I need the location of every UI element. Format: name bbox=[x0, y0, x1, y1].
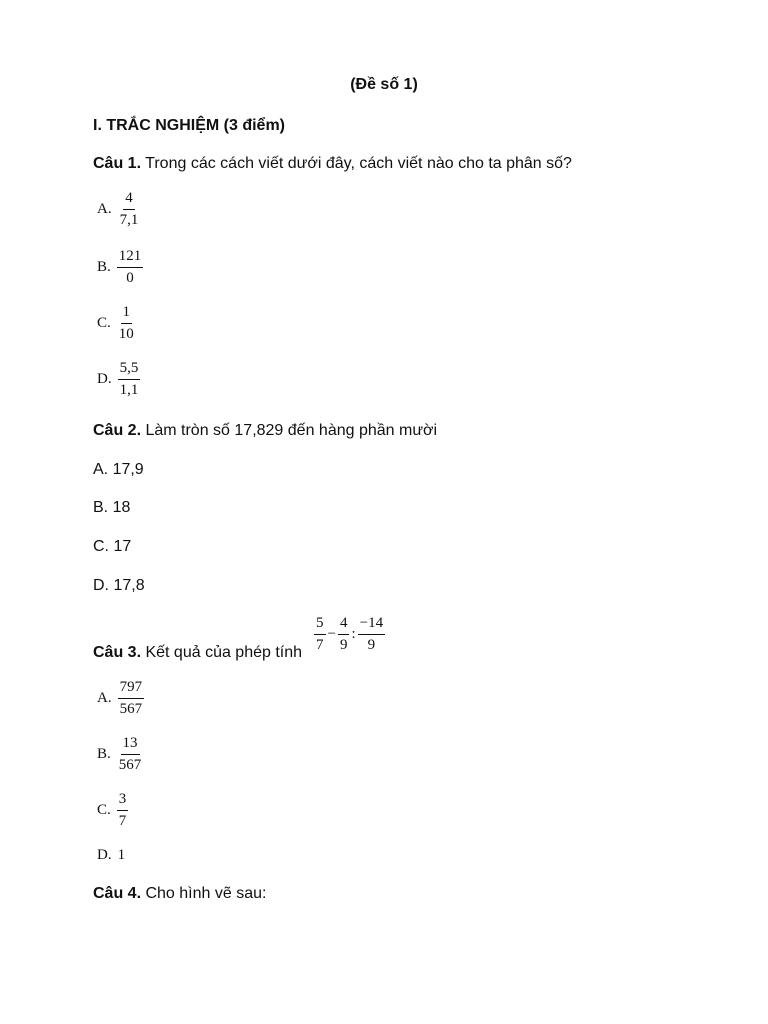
question-2 bbox=[93, 422, 437, 440]
question-4 bbox=[93, 885, 266, 903]
fraction bbox=[117, 249, 144, 286]
q1-option-b bbox=[97, 249, 143, 286]
fraction-denominator: 1,1 bbox=[119, 382, 139, 398]
q2-option-c: C. 17 bbox=[93, 538, 132, 555]
option-label: B. bbox=[97, 746, 111, 762]
question-4-text: Cho hình vẽ sau: bbox=[141, 885, 267, 902]
fraction bbox=[118, 680, 145, 717]
option-value: 1 bbox=[117, 847, 126, 863]
question-2-label: Câu 2. bbox=[93, 422, 142, 439]
question-2-text: Làm tròn số 17,829 đến hàng phần mười bbox=[141, 422, 438, 439]
fraction-denominator: 9 bbox=[339, 637, 348, 653]
fraction bbox=[117, 736, 144, 773]
question-4-label: Câu 4. bbox=[93, 885, 142, 902]
fraction-denominator: 7,1 bbox=[119, 212, 139, 228]
fraction-denominator: 10 bbox=[118, 326, 134, 342]
fraction-numerator: 5 bbox=[314, 616, 326, 635]
fraction-denominator: 9 bbox=[367, 637, 376, 653]
minus-operator: − bbox=[327, 626, 336, 642]
q2-option-d: D. 17,8 bbox=[93, 577, 145, 594]
fraction-denominator: 567 bbox=[119, 701, 143, 717]
option-label: D. bbox=[97, 847, 112, 863]
q3-option-b bbox=[97, 736, 143, 773]
q1-option-d bbox=[97, 361, 140, 398]
q1-option-c bbox=[97, 305, 136, 342]
fraction-denominator: 7 bbox=[118, 813, 127, 829]
question-3-text: Kết quả của phép tính bbox=[141, 644, 303, 661]
question-1-text: Trong các cách viết dưới đây, cách viết nào cho ta phân số? bbox=[141, 155, 572, 172]
option-label: A. bbox=[97, 201, 112, 217]
fraction-numerator: −14 bbox=[358, 616, 385, 635]
q1-option-a bbox=[97, 191, 140, 228]
question-3-label: Câu 3. bbox=[93, 644, 142, 661]
fraction bbox=[118, 361, 141, 398]
fraction bbox=[358, 616, 385, 653]
q3-option-d bbox=[97, 847, 125, 864]
section-heading: I. TRẮC NGHIỆM (3 điểm) bbox=[93, 117, 286, 134]
question-1-label: Câu 1. bbox=[93, 155, 142, 172]
fraction-denominator: 567 bbox=[118, 757, 142, 773]
fraction-numerator: 5,5 bbox=[118, 361, 141, 380]
question-1 bbox=[93, 155, 572, 173]
fraction-numerator: 121 bbox=[117, 249, 144, 268]
option-label: C. bbox=[97, 315, 111, 331]
fraction bbox=[117, 305, 136, 342]
fraction-numerator: 4 bbox=[123, 191, 135, 210]
option-label: A. bbox=[97, 690, 112, 706]
document-title: (Đề số 1) bbox=[350, 76, 418, 93]
fraction-numerator: 4 bbox=[338, 616, 350, 635]
fraction bbox=[117, 792, 129, 829]
option-label: B. bbox=[97, 259, 111, 275]
fraction-numerator: 797 bbox=[118, 680, 145, 699]
q2-option-a: A. 17,9 bbox=[93, 461, 144, 478]
fraction-numerator: 3 bbox=[117, 792, 129, 811]
fraction bbox=[338, 616, 350, 653]
option-label: C. bbox=[97, 802, 111, 818]
fraction bbox=[118, 191, 141, 228]
fraction-numerator: 13 bbox=[121, 736, 140, 755]
q3-option-c bbox=[97, 792, 128, 829]
fraction-numerator: 1 bbox=[121, 305, 133, 324]
option-label: D. bbox=[97, 371, 112, 387]
question-3 bbox=[93, 644, 302, 662]
fraction bbox=[314, 616, 326, 653]
fraction-denominator: 7 bbox=[316, 637, 324, 653]
fraction-denominator: 0 bbox=[126, 270, 134, 286]
division-operator: : bbox=[351, 626, 356, 642]
q2-option-b: B. 18 bbox=[93, 499, 131, 516]
question-3-expression bbox=[314, 616, 385, 653]
q3-option-a bbox=[97, 680, 144, 717]
